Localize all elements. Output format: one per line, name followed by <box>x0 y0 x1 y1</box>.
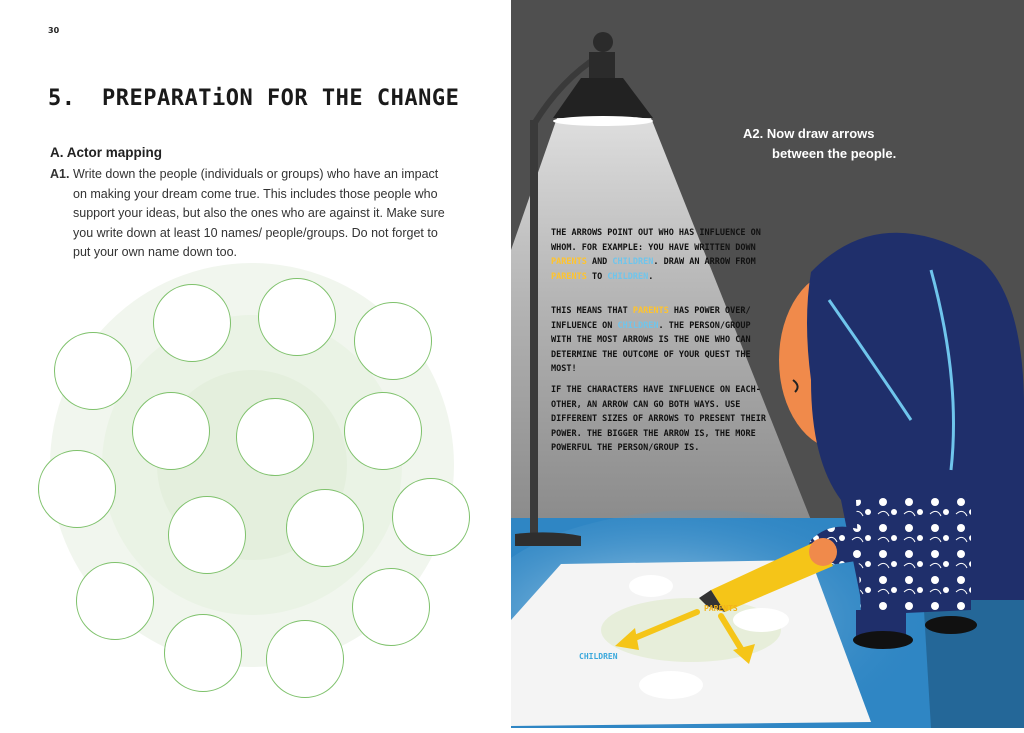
character-shoe <box>853 631 913 649</box>
actor-circle[interactable] <box>164 614 242 692</box>
actor-circle[interactable] <box>168 496 246 574</box>
lamp-base <box>515 532 581 546</box>
lamp-bulb <box>553 116 653 126</box>
instruction-a1 <box>50 165 450 263</box>
keyword-parents: PARENTS <box>551 257 587 267</box>
actor-circle[interactable] <box>286 489 364 567</box>
instruction-label: A1. <box>50 167 70 181</box>
actor-circle[interactable] <box>76 562 154 640</box>
text-run: TO <box>586 271 608 282</box>
text-run: THIS MEANS THAT <box>551 306 633 316</box>
text-run: . THE PERSON/GROUP WITH THE MOST ARROWS IS THE ONE WHO CAN DETERMINE THE OUTCOME OF YOUR QUEST THE MOST! <box>551 320 751 374</box>
paper-circle <box>639 671 703 699</box>
actor-circle[interactable] <box>266 620 344 698</box>
actor-circle[interactable] <box>344 392 422 470</box>
lamp-neck <box>589 52 615 78</box>
page-number: 30 <box>48 26 60 35</box>
character-dress <box>856 490 971 615</box>
keyword-children: CHILDREN <box>612 257 654 267</box>
actor-circle[interactable] <box>236 398 314 476</box>
keyword-children: CHILDREN <box>607 271 649 282</box>
actor-circle[interactable] <box>153 284 231 362</box>
section-title: A. Actor mapping <box>50 145 163 160</box>
actor-circle[interactable] <box>392 478 470 556</box>
chapter-title: PREPARATiON FOR THE CHANGE <box>102 86 460 111</box>
arrow-instruction-1 <box>551 226 766 284</box>
chapter-heading <box>48 86 459 111</box>
right-page <box>511 0 1024 728</box>
chapter-number: 5. <box>48 86 76 111</box>
drawn-label-parents: PARENTS <box>704 604 738 613</box>
actor-circle[interactable] <box>132 392 210 470</box>
drawn-label-children: CHILDREN <box>579 652 618 661</box>
actor-circle[interactable] <box>38 450 116 528</box>
paper-circle <box>733 608 789 632</box>
a2-title-line2: between the people. <box>772 146 897 161</box>
actor-circle[interactable] <box>354 302 432 380</box>
keyword-parents: PARENTS <box>551 271 587 282</box>
paper-circle <box>629 575 673 597</box>
actor-circle[interactable] <box>54 332 132 410</box>
actor-map <box>0 260 511 733</box>
text-run: . DRAW AN ARROW FROM <box>653 257 756 267</box>
arrow-instruction-3: IF THE CHARACTERS HAVE INFLUENCE ON EACH-OTHER, AN ARROW CAN GO BOTH WAYS. USE DIFFERENT SIZES OF ARROWS TO PRESENT THEIR POWER. THE BIGGER THE ARROW IS, THE MORE POWERFUL THE PERSON/GROUP IS. <box>551 385 766 453</box>
keyword-children: CHILDREN <box>617 320 659 331</box>
a2-heading <box>743 124 963 164</box>
character-shoe <box>925 616 977 634</box>
a2-title-line1: Now draw arrows <box>766 126 875 141</box>
lamp-knob <box>593 32 613 52</box>
left-page <box>0 0 511 728</box>
text-run: HAS POWER OVER/ INFLUENCE ON <box>551 306 751 331</box>
actor-circle[interactable] <box>258 278 336 356</box>
instruction-text: Write down the people (individuals or groups) who have an impact on making your dream come true. This includes those people who support your ideas, but also the ones who are against it. Make sure you write down at least 10 names/ people/groups. Do not forget to put your own name down too. <box>73 167 445 259</box>
actor-circle[interactable] <box>352 568 430 646</box>
lamp-pole <box>530 120 538 540</box>
arrow-instruction-2 <box>551 304 766 377</box>
keyword-parents: PARENTS <box>632 306 669 316</box>
text-run: AND <box>586 257 613 267</box>
text-run: THE ARROWS POINT OUT WHO HAS INFLUENCE ON WHOM. FOR EXAMPLE: YOU HAVE WRITTEN DOWN <box>551 228 761 253</box>
a2-label: A2. <box>743 126 764 141</box>
text-run: . <box>648 271 654 282</box>
